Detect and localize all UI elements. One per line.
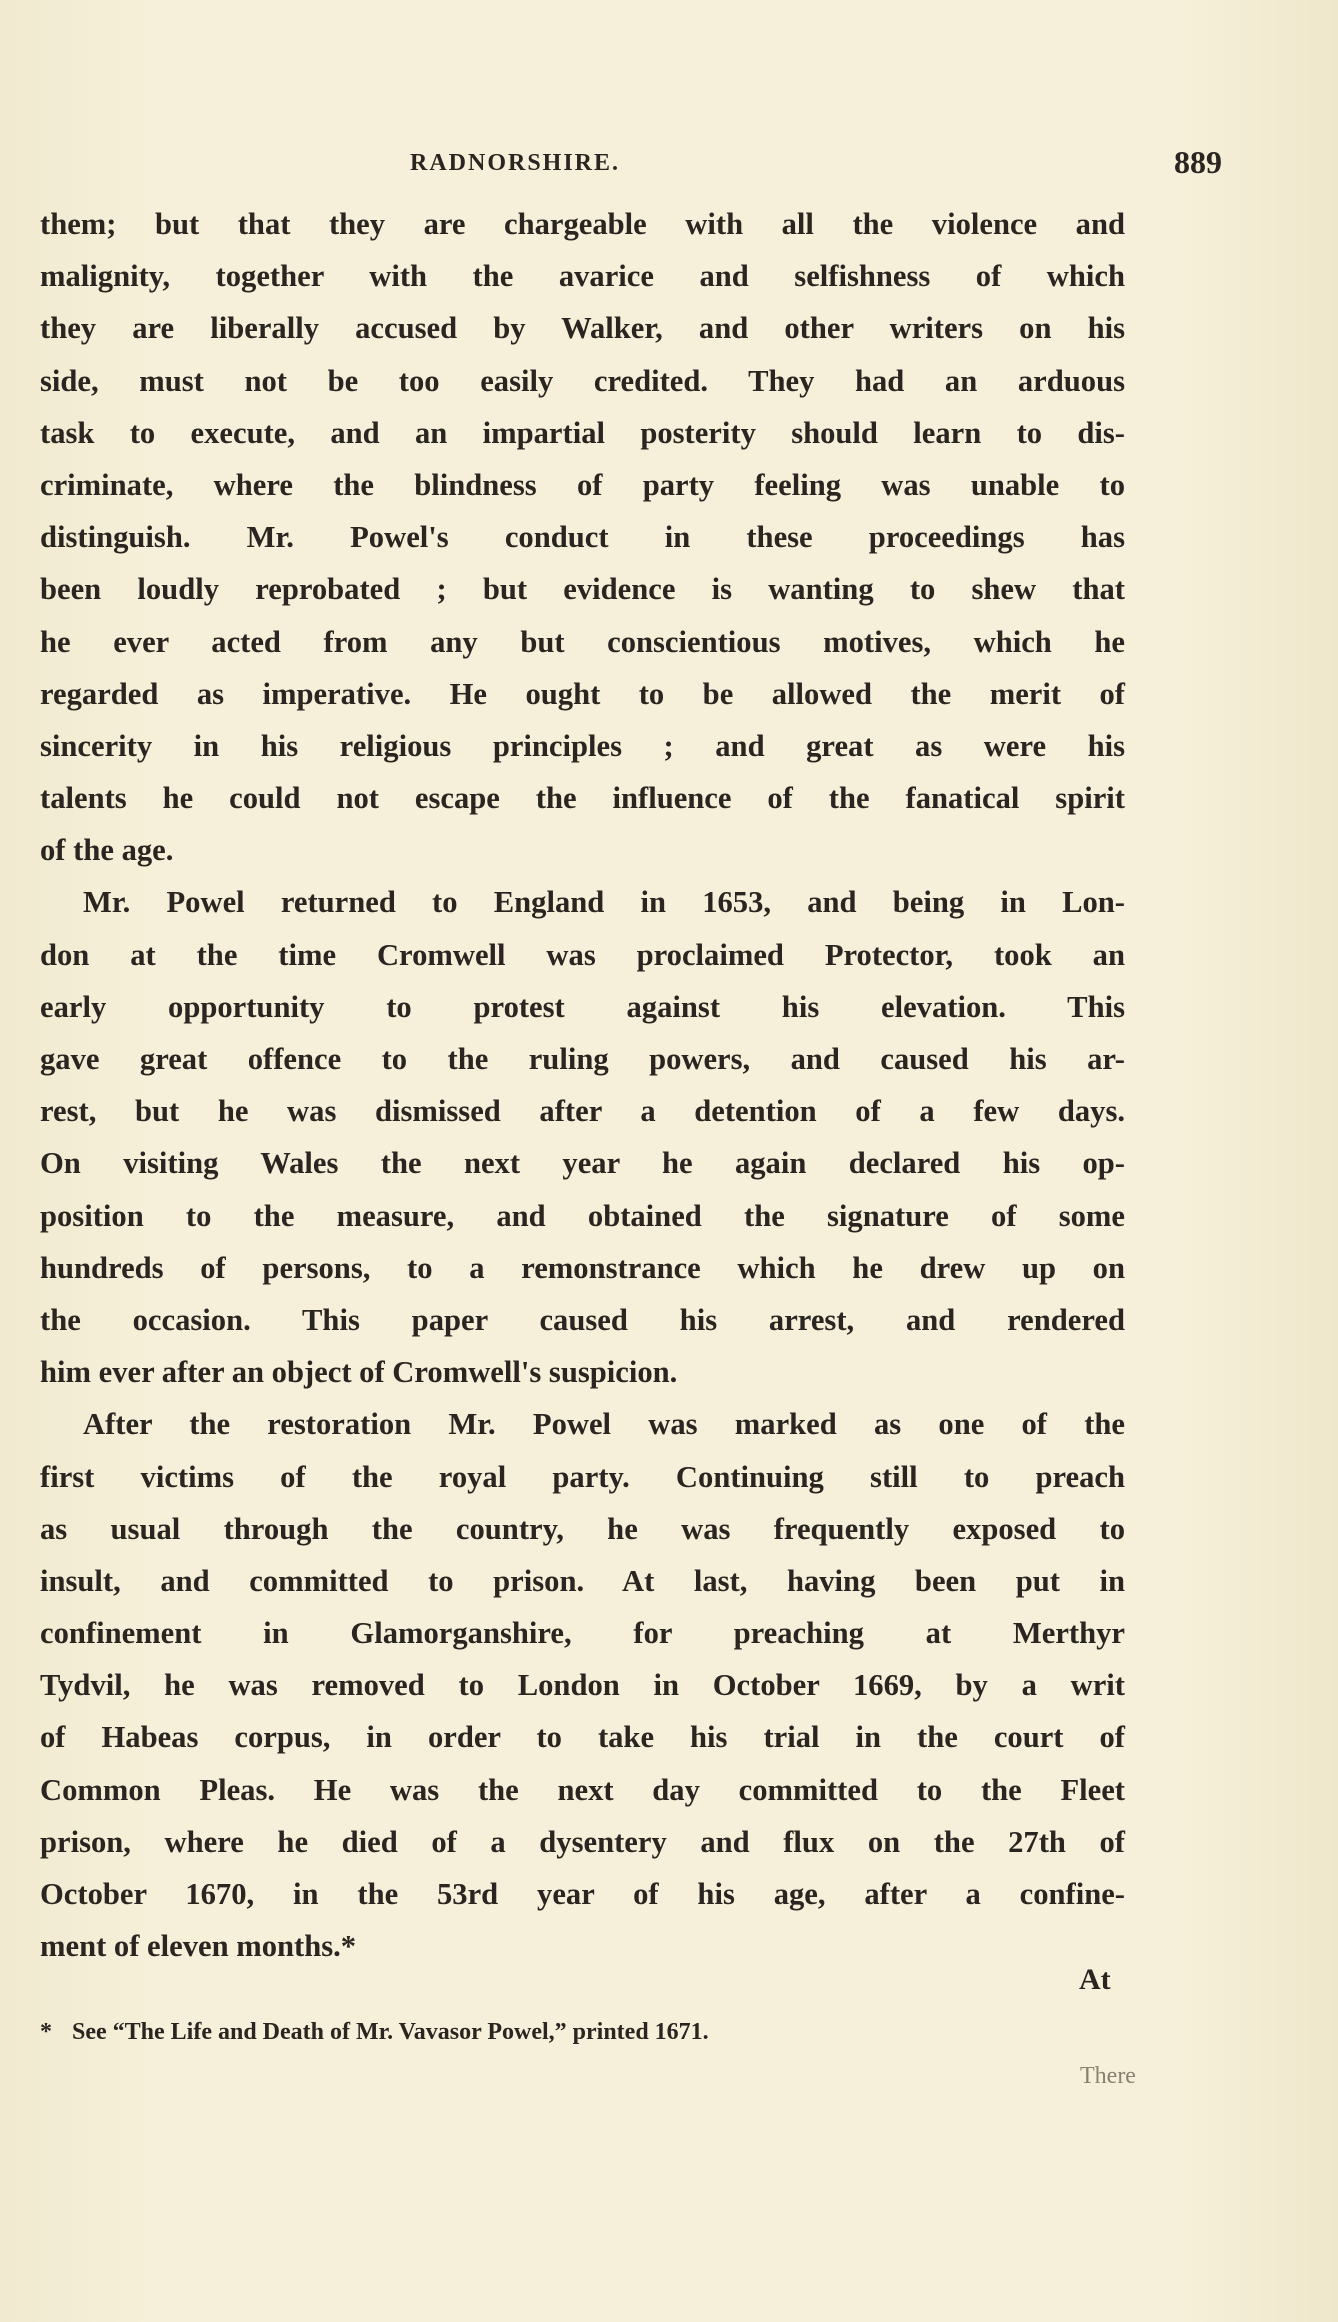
- text-line: first victims of the royal party. Continuing still to preach: [40, 1459, 1125, 1494]
- text-line: them; but that they are chargeable with all the violence and: [40, 207, 1125, 241]
- text-line: gave great offence to the ruling powers, and caused his ar-: [40, 1042, 1125, 1076]
- text-line: prison, where he died of a dysentery and flux on the 27th of: [40, 1824, 1125, 1859]
- footnote-catchword: There: [1080, 2063, 1136, 2089]
- footnote-marker: *: [40, 2019, 52, 2045]
- text-line: malignity, together with the avarice and selfishness of which: [40, 259, 1125, 294]
- catchword: At: [1079, 1963, 1111, 1996]
- text-line: of Habeas corpus, in order to take his trial in the court of: [40, 1720, 1125, 1755]
- text-line: of the age.: [40, 833, 174, 868]
- text-line: position to the measure, and obtained the signature of some: [40, 1198, 1125, 1233]
- text-line: side, must not be too easily credited. They had an arduous: [40, 363, 1125, 398]
- text-line: Mr. Powel returned to England in 1653, and being in Lon-: [83, 885, 1125, 920]
- running-title: RADNORSHIRE.: [410, 150, 621, 176]
- text-line: rest, but he was dismissed after a detention of a few days.: [40, 1094, 1125, 1129]
- text-line: Tydvil, he was removed to London in October 1669, by a writ: [40, 1668, 1125, 1703]
- text-line: After the restoration Mr. Powel was marked as one of the: [83, 1407, 1125, 1442]
- text-line: task to execute, and an impartial posterity should learn to dis-: [40, 415, 1125, 450]
- text-line: been loudly reprobated ; but evidence is wanting to shew that: [40, 572, 1125, 607]
- text-line: sincerity in his religious principles ; and great as were his: [40, 728, 1125, 763]
- body-text: [40, 198, 1125, 1972]
- text-line: criminate, where the blindness of party feeling was unable to: [40, 467, 1125, 502]
- page-number: 889: [1174, 144, 1222, 180]
- running-head: [0, 144, 1338, 190]
- footnote-text: See “The Life and Death of Mr. Vavasor Powel,” printed 1671.: [72, 2019, 709, 2045]
- text-line: talents he could not escape the influence of the fanatical spirit: [40, 781, 1125, 816]
- text-line: confinement in Glamorganshire, for preaching at Merthyr: [40, 1616, 1125, 1651]
- text-line: ment of eleven months.*: [40, 1929, 357, 1964]
- text-line: the occasion. This paper caused his arrest, and rendered: [40, 1302, 1125, 1337]
- text-line: they are liberally accused by Walker, and other writers on his: [40, 311, 1125, 346]
- text-line: as usual through the country, he was frequently exposed to: [40, 1511, 1125, 1546]
- footnote: [40, 2019, 1130, 2046]
- text-line: regarded as imperative. He ought to be allowed the merit of: [40, 676, 1125, 711]
- text-line: he ever acted from any but conscientious motives, which he: [40, 624, 1125, 659]
- text-line: October 1670, in the 53rd year of his age, after a confine-: [40, 1877, 1125, 1911]
- text-line: don at the time Cromwell was proclaimed Protector, took an: [40, 937, 1125, 972]
- text-line: insult, and committed to prison. At last, having been put in: [40, 1563, 1125, 1598]
- text-line: him ever after an object of Cromwell's suspicion.: [40, 1355, 678, 1390]
- text-line: early opportunity to protest against his elevation. This: [40, 989, 1125, 1024]
- text-line: Common Pleas. He was the next day committed to the Fleet: [40, 1772, 1125, 1807]
- text-line: distinguish. Mr. Powel's conduct in these proceedings has: [40, 520, 1125, 555]
- text-line: hundreds of persons, to a remonstrance which he drew up on: [40, 1250, 1125, 1285]
- text-line: On visiting Wales the next year he again declared his op-: [40, 1146, 1125, 1181]
